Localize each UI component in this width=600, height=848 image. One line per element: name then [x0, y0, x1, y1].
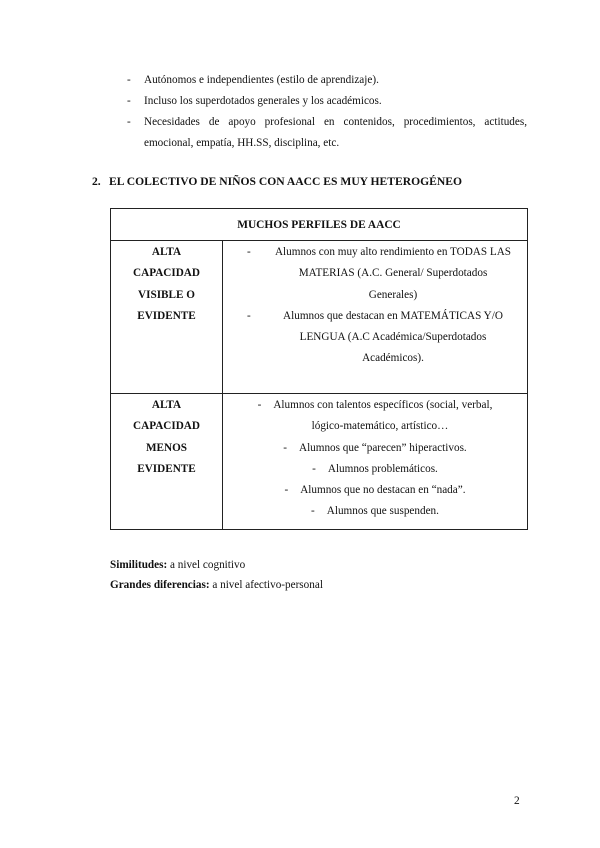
item-continuation: lógico-matemático, artístico…	[311, 420, 449, 433]
row-content-less-evident	[223, 394, 528, 530]
label-line: EVIDENTE	[137, 309, 196, 322]
row-label-visible	[111, 241, 223, 394]
item-line: Alumnos con muy alto rendimiento en TODAS LAS	[274, 246, 512, 258]
bullet-item	[127, 112, 527, 154]
similitudes-note	[110, 555, 245, 575]
item-line: Generales)	[368, 288, 418, 301]
bullet-item	[127, 70, 527, 91]
item-dash: -	[257, 399, 262, 411]
label-line: EVIDENTE	[137, 462, 196, 475]
label-line: CAPACIDAD	[133, 420, 200, 433]
note-text: a nivel afectivo-personal	[212, 579, 323, 591]
list-item	[227, 395, 523, 416]
row-content-visible	[223, 241, 528, 394]
bullet-dash: -	[127, 95, 131, 107]
note-text: a nivel cognitivo	[170, 559, 246, 571]
item-line: MATERIAS (A.C. General/ Superdotados	[298, 267, 488, 280]
item-text: Alumnos que suspenden.	[326, 505, 439, 518]
list-item	[227, 501, 523, 522]
diferencias-note	[110, 575, 323, 595]
note-label: Similitudes:	[110, 559, 168, 571]
bullet-text: Necesidades de apoyo profesional en contenidos, procedimientos, actitudes, emocional, empatía, HH.SS, disciplina, etc.	[144, 116, 527, 149]
label-line: CAPACIDAD	[133, 267, 200, 280]
intro-bullet-list	[127, 70, 527, 154]
label-line: MENOS	[145, 441, 188, 454]
list-item	[227, 459, 523, 480]
table-row-visible	[111, 241, 528, 394]
item-text: Alumnos que no destacan en “nada”.	[300, 484, 466, 497]
list-item	[227, 480, 523, 501]
bullet-text: Autónomos e independientes (estilo de aprendizaje).	[144, 74, 379, 86]
table-row-less-evident	[111, 394, 528, 530]
item-line: Alumnos que destacan en MATEMÁTICAS Y/O	[283, 309, 503, 322]
list-item	[227, 306, 523, 370]
item-line: Académicos).	[362, 352, 424, 365]
profiles-table	[110, 208, 528, 530]
item-dash: -	[247, 309, 251, 322]
label-line: ALTA	[151, 246, 182, 258]
bullet-item	[127, 91, 527, 112]
item-dash: -	[284, 484, 289, 497]
list-item	[227, 438, 523, 459]
item-dash: -	[283, 441, 287, 454]
section-heading	[92, 175, 462, 188]
item-text: Alumnos que “parecen” hiperactivos.	[298, 441, 467, 454]
row-label-less-evident	[111, 394, 223, 530]
bullet-dash: -	[127, 74, 131, 86]
item-dash: -	[247, 246, 251, 258]
bullet-dash: -	[127, 116, 131, 128]
item-dash: -	[312, 462, 316, 475]
section-number: 2.	[92, 175, 101, 188]
label-line: ALTA	[151, 399, 182, 411]
list-item	[227, 242, 523, 306]
item-dash: -	[311, 505, 315, 518]
item-line: LENGUA (A.C Académica/Superdotados	[299, 331, 487, 344]
section-title: EL COLECTIVO DE NIÑOS CON AACC ES MUY HETEROGÉNEO	[109, 175, 463, 188]
item-text: Alumnos con talentos específicos (social, verbal,	[273, 399, 493, 411]
item-text: Alumnos problemáticos.	[327, 462, 438, 475]
note-label: Grandes diferencias:	[110, 579, 210, 591]
page-number: 2	[514, 795, 520, 807]
bullet-text: Incluso los superdotados generales y los académicos.	[144, 95, 382, 107]
label-line: VISIBLE O	[138, 288, 195, 301]
table-header: MUCHOS PERFILES DE AACC	[111, 209, 528, 241]
